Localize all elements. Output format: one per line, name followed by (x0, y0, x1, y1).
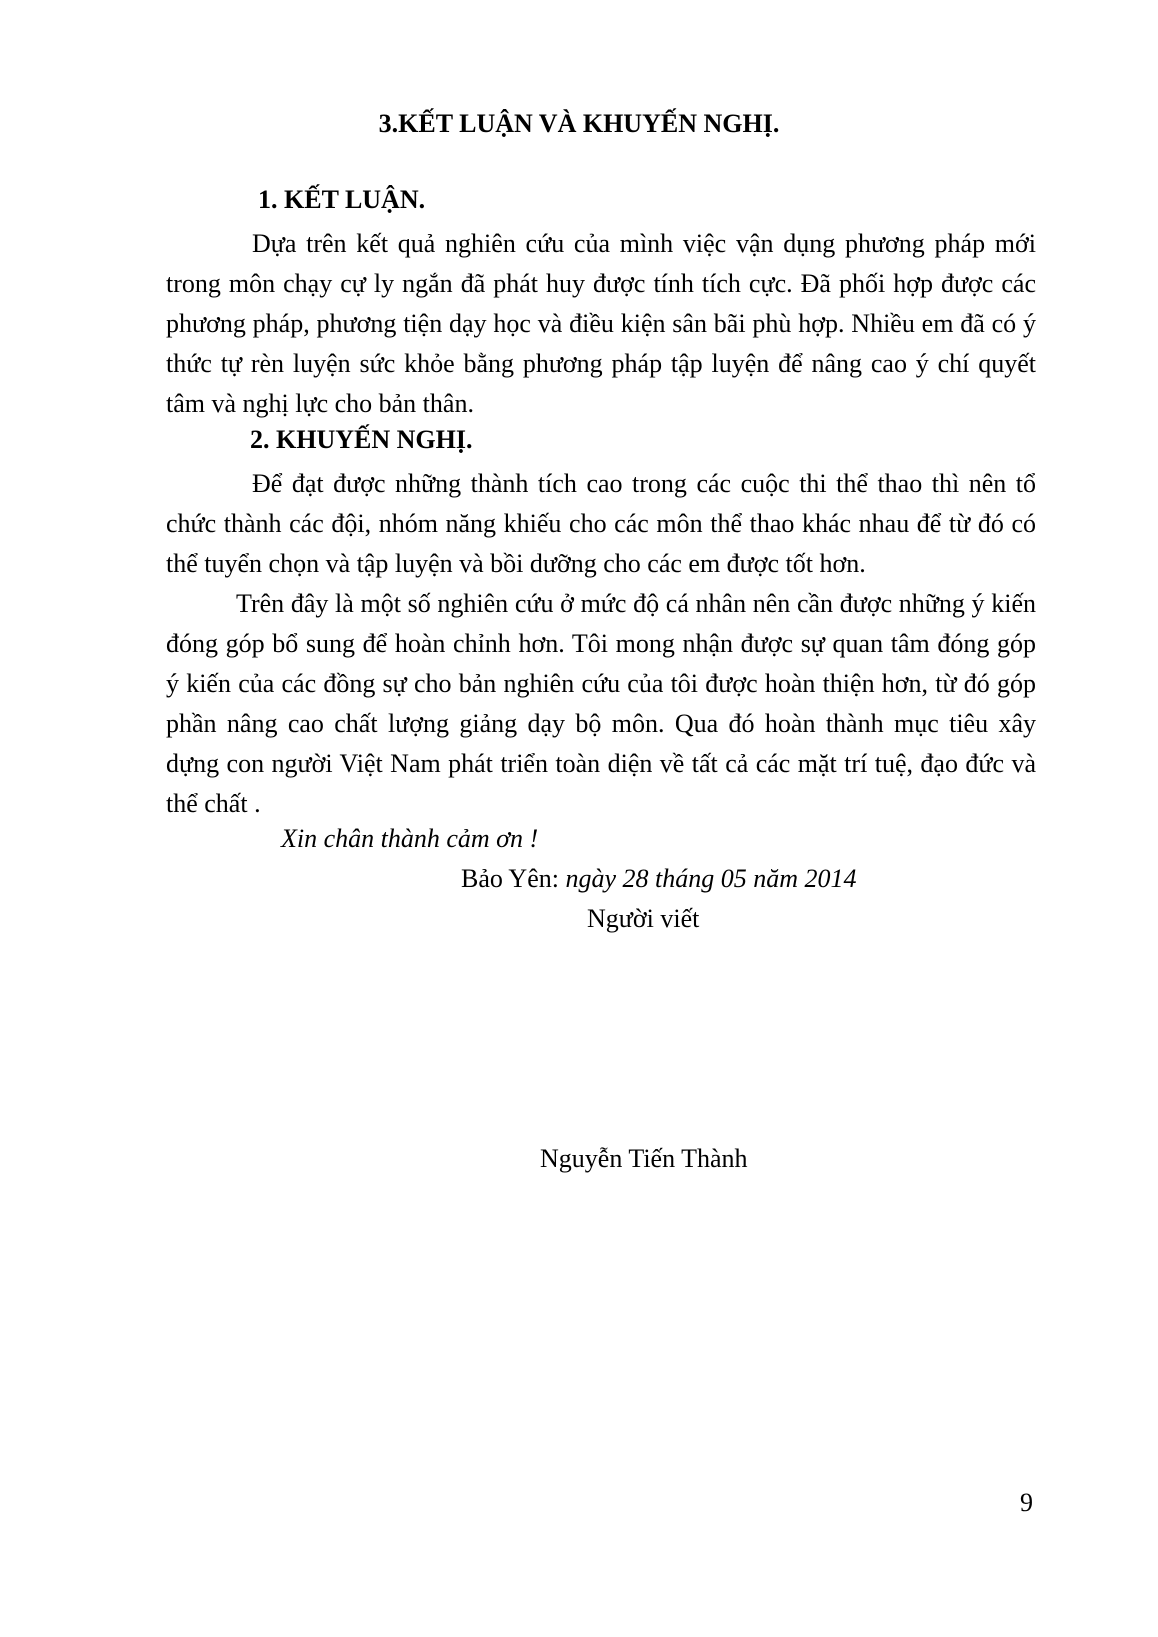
closing-paragraph: Trên đây là một số nghiên cứu ở mức độ cá nhân nên cần được những ý kiến đóng góp bổ sung để hoàn chỉnh hơn. Tôi mong nhận được sự quan tâm đóng góp ý kiến của các đồng sự cho bản nghiên cứu của tôi được hoàn thiện hơn, từ đó góp phần nâng cao chất lượng giảng dạy bộ môn. Qua đó hoàn thành mục tiêu xây dựng con người Việt Nam phát triển toàn diện về tất cả các mặt trí tuệ, đạo đức và thể chất . (166, 589, 1036, 818)
place-date-line (461, 863, 857, 895)
thanks-line: Xin chân thành cảm ơn ! (281, 824, 539, 853)
author-name: Nguyễn Tiến Thành (540, 1144, 748, 1173)
place-label: Bảo Yên: (461, 864, 559, 893)
section-heading-conclusion: 1. KẾT LUẬN. (258, 185, 426, 214)
section-body-recommendation: Để đạt được những thành tích cao trong các cuộc thi thể thao thì nên tổ chức thành các đội, nhóm năng khiếu cho các môn thể thao khác nhau để từ đó có thể tuyển chọn và tập luyện và bồi dưỡng cho các em được tốt hơn. (166, 469, 1036, 578)
section-heading-recommendation: 2. KHUYẾN NGHỊ. (250, 425, 473, 454)
page-title: 3.KẾT LUẬN VÀ KHUYẾN NGHỊ. (378, 109, 780, 138)
section-body-conclusion: Dựa trên kết quả nghiên cứu của mình việc vận dụng phương pháp mới trong môn chạy cự ly ngắn đã phát huy được tính tích cực. Đã phối hợp được các phương pháp, phương tiện dạy học và điều kiện sân bãi phù hợp. Nhiều em đã có ý thức tự rèn luyện sức khỏe bằng phương pháp tập luyện để nâng cao ý chí quyết tâm và nghị lực cho bản thân. (166, 229, 1036, 418)
page-number: 9 (1020, 1488, 1033, 1517)
writer-label: Người viết (587, 904, 700, 933)
date-text: ngày 28 tháng 05 năm 2014 (565, 864, 857, 893)
